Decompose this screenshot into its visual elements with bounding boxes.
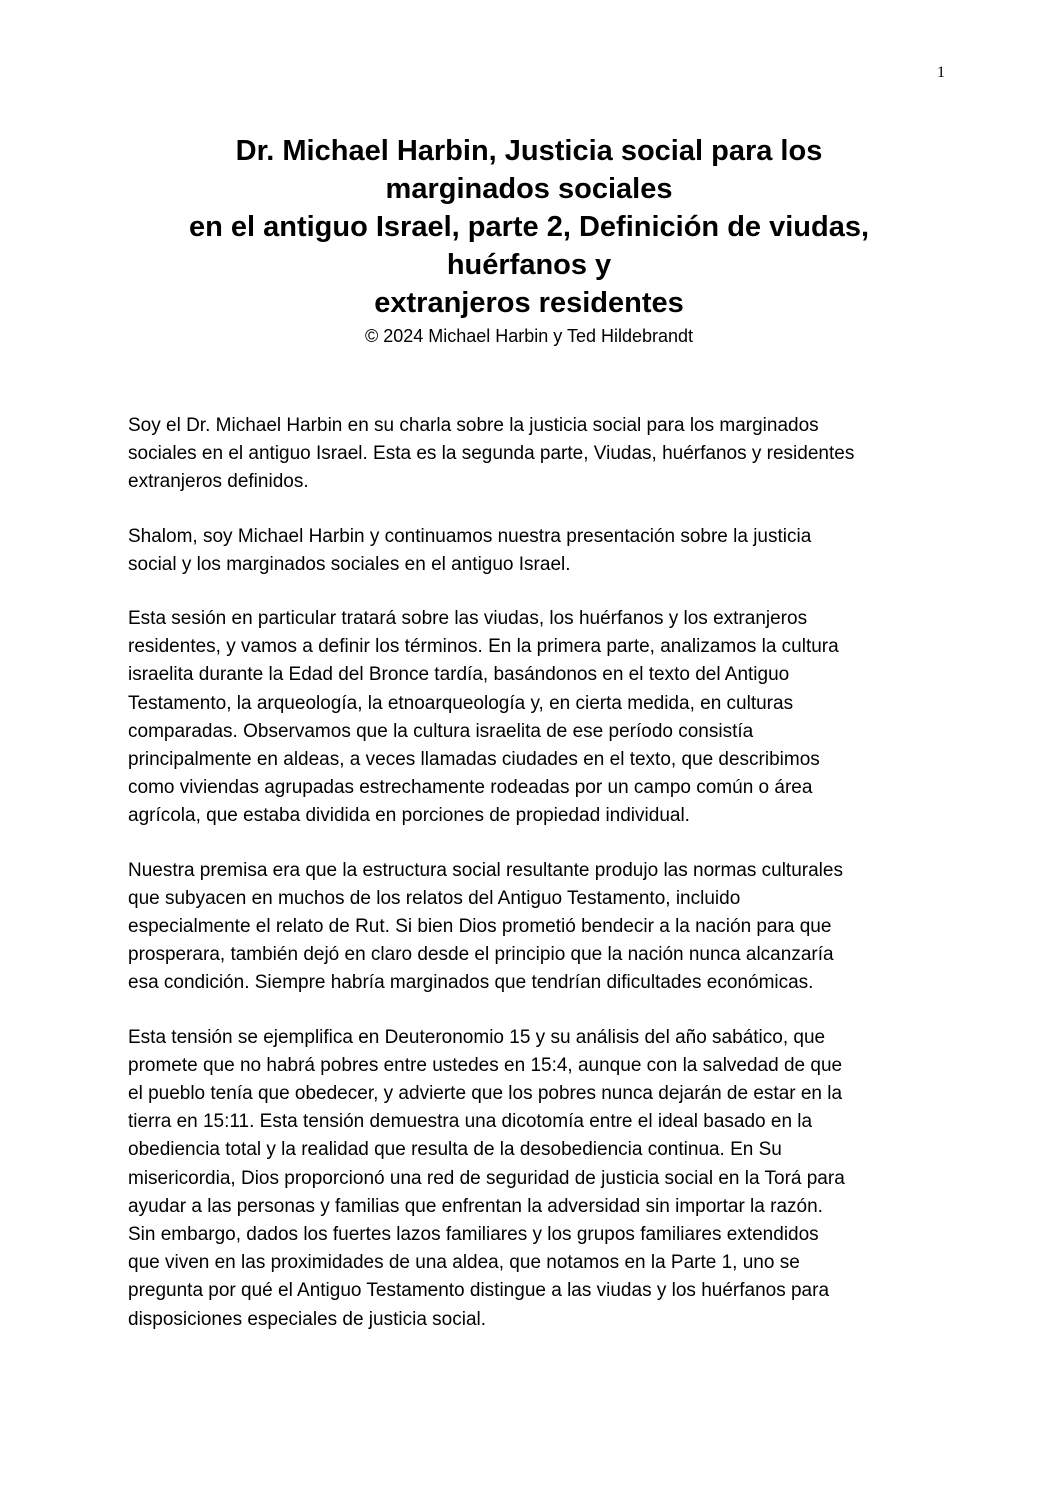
body-text (128, 412, 928, 1360)
text-line: promete que no habrá pobres entre ustedes en 15:4, aunque con la salvedad de que (128, 1054, 843, 1076)
text-line: agrícola, que estaba dividida en porciones de propiedad individual. (128, 805, 690, 827)
text-line: pregunta por qué el Antiguo Testamento distingue a las viudas y los huérfanos para (128, 1280, 830, 1302)
title-line: huérfanos y (446, 249, 612, 281)
title-line: extranjeros residentes (374, 287, 684, 319)
text-line: comparadas. Observamos que la cultura israelita de ese período consistía (128, 720, 754, 742)
text-line: esa condición. Siempre habría marginados que tendrían dificultades económicas. (128, 972, 814, 994)
text-line: extranjeros definidos. (128, 471, 309, 493)
paragraph-premise (128, 857, 928, 998)
paragraph-shalom (128, 523, 928, 579)
text-line: misericordia, Dios proporcionó una red de seguridad de justicia social en la Torá para (128, 1167, 845, 1189)
paragraph-tension (128, 1024, 928, 1334)
text-line: disposiciones especiales de justicia social. (128, 1308, 487, 1330)
paragraph-session (128, 605, 928, 831)
text-line: Nuestra premisa era que la estructura social resultante produjo las normas culturales (128, 859, 843, 881)
text-line: obediencia total y la realidad que resulta de la desobediencia continua. En Su (128, 1139, 782, 1161)
text-line: como viviendas agrupadas estrechamente rodeadas por un campo común o área (128, 777, 813, 799)
text-line: Testamento, la arqueología, la etnoarqueología y, en cierta medida, en culturas (128, 692, 794, 714)
document-title (80, 132, 978, 348)
text-line: Sin embargo, dados los fuertes lazos familiares y los grupos familiares extendidos (128, 1224, 819, 1246)
text-line: residentes, y vamos a definir los términos. En la primera parte, analizamos la cultura (128, 636, 839, 658)
text-line: ayudar a las personas y familias que enfrentan la adversidad sin importar la razón. (128, 1195, 823, 1217)
text-line: Soy el Dr. Michael Harbin en su charla sobre la justicia social para los marginados (128, 415, 819, 436)
text-line: Esta tensión se ejemplifica en Deuteronomio 15 y su análisis del año sabático, que (128, 1026, 826, 1048)
text-line: tierra en 15:11. Esta tensión demuestra una dicotomía entre el ideal basado en la (128, 1111, 813, 1133)
text-line: social y los marginados sociales en el antiguo Israel. (128, 553, 571, 575)
title-line: Dr. Michael Harbin, Justicia social para los (235, 135, 823, 167)
text-line: el pueblo tenía que obedecer, y advierte que los pobres nunca dejarán de estar en la (128, 1083, 843, 1105)
text-line: Esta sesión en particular tratará sobre las viudas, los huérfanos y los extranjeros (128, 608, 808, 630)
text-line: especialmente el relato de Rut. Si bien Dios prometió bendecir a la nación para que (128, 916, 832, 938)
copyright-notice: © 2024 Michael Harbin y Ted Hildebrandt (364, 326, 694, 346)
title-line: marginados sociales (385, 173, 673, 205)
text-line: que subyacen en muchos de los relatos del Antiguo Testamento, incluido (128, 887, 741, 909)
text-line: sociales en el antiguo Israel. Esta es la segunda parte, Viudas, huérfanos y residentes (128, 443, 855, 465)
page-number: 1 (937, 64, 945, 81)
text-line: Shalom, soy Michael Harbin y continuamos nuestra presentación sobre la justicia (128, 525, 812, 547)
title-line: en el antiguo Israel, parte 2, Definición de viudas, (188, 211, 870, 243)
text-line: principalmente en aldeas, a veces llamadas ciudades en el texto, que describimos (128, 749, 820, 771)
paragraph-intro (128, 412, 928, 497)
text-line: prosperara, también dejó en claro desde el principio que la nación nunca alcanzaría (128, 944, 834, 966)
text-line: israelita durante la Edad del Bronce tardía, basándonos en el texto del Antiguo (128, 664, 790, 686)
text-line: que viven en las proximidades de una aldea, que notamos en la Parte 1, uno se (128, 1252, 800, 1274)
